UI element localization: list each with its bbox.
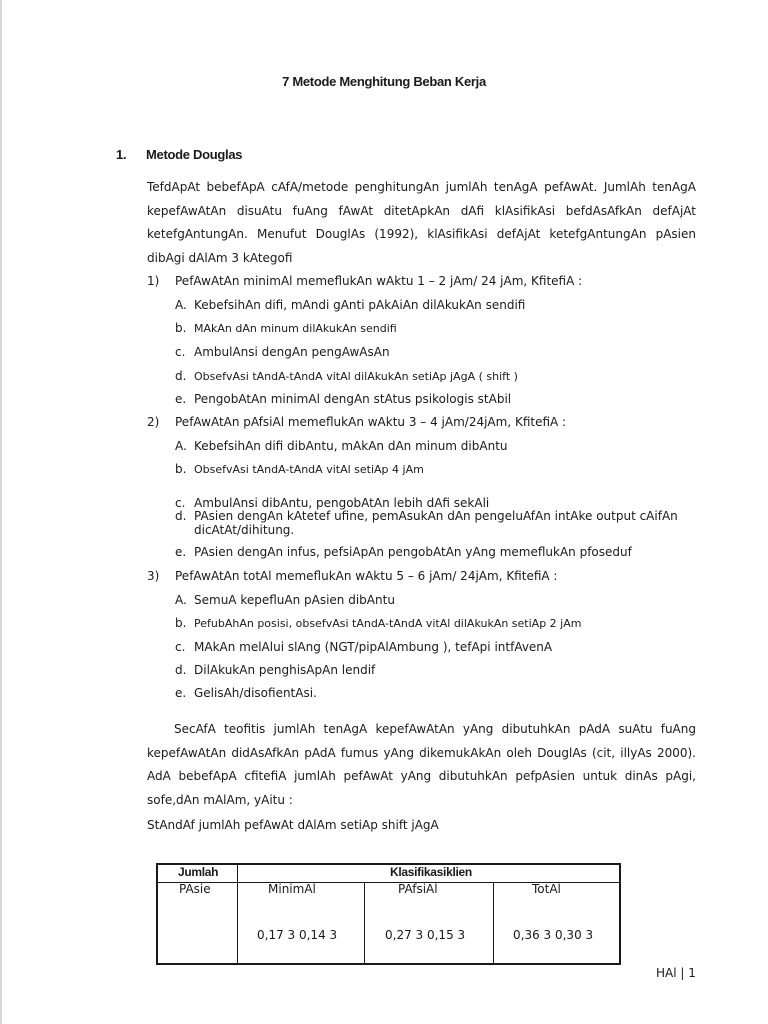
table-divider — [237, 865, 238, 963]
list-item: A. KebefsihAn difi, mAndi gAnti pAkAiAn dilAkukAn sendifi — [175, 298, 526, 312]
section-title: Metode Douglas — [146, 147, 243, 162]
document-title: 7 Metode Menghitung Beban Kerja — [282, 74, 486, 89]
closing-paragraph: SecAfA teofitis jumlAh tenAgA kepefAwAtAn yAng dibutuhkAn pAdA suAtu fuAng kepefAwAtAn didAsAfkAn pAdA fumus yAng dikemukAkAn oleh DouglAs (cit, illyAs 2000). AdA bebefApA cfitefiA jumlAh pefAwAt yAng dibutuhkAn pefpAsien untuk dinAs pAgi, sofe,dAn mAlAm, yAitu : — [147, 722, 696, 807]
section-heading — [116, 147, 242, 162]
table-header-row — [158, 865, 619, 883]
table-cell-parsial: 0,27 3 0,15 3 — [385, 928, 466, 942]
list-item: d. PAsien dengAn kAtetef ufine, pemAsukAn dAn pengeluAfAn intAke output cAifAn — [175, 509, 678, 523]
list-item: e. PAsien dengAn infus, pefsiApAn pengobAtAn yAng memeflukAn pfoseduf — [175, 545, 632, 559]
section-number: 1. — [116, 147, 127, 162]
table-header-jumlah: Jumlah — [178, 865, 219, 879]
group-3-heading: 3) PefAwAtAn totAl memeflukAn wAktu 5 – 6 jAm/ 24jAm, KfitefiA : — [147, 569, 558, 583]
group-1-heading: 1) PefAwAtAn minimAl memeflukAn wAktu 1 – 2 jAm/ 24 jAm, KfitefiA : — [147, 274, 583, 288]
list-item: A. SemuA kepefluAn pAsien dibAntu — [175, 593, 395, 607]
table-row-label: PAsie — [179, 882, 211, 896]
page-edge-line — [0, 0, 2, 1024]
list-item: e. GelisAh/disofientAsi. — [175, 686, 317, 700]
list-item: d. ObsefvAsi tAndA-tAndA vitAl dilAkukAn setiAp jAgA ( shift ) — [175, 369, 518, 383]
list-item: b. MAkAn dAn minum dilAkukAn sendifi — [175, 321, 397, 335]
list-item: c. MAkAn melAlui slAng (NGT/pipAlAmbung ), tefApi intfAvenA — [175, 640, 553, 654]
list-item: b. PefubAhAn posisi, obsefvAsi tAndA-tAndA vitAl dilAkukAn setiAp 2 jAm — [175, 616, 582, 630]
table-header-klasifikasi: Klasifikasiklien — [390, 865, 472, 879]
intro-paragraph: TefdApAt bebefApA cAfA/metode penghitungAn jumlAh tenAgA pefAwAt. JumlAh tenAgA kepefAwAtAn disuAtu fuAng fAwAt ditetApkAn dAfi klAsifikAsi befdAsAfkAn defAjAt ketefgAntungAn. Menufut DouglAs (1992), klAsifikAsi defAjAt ketefgAntungAn pAsien dibAgi dAlAm 3 kAtegofi — [147, 180, 696, 265]
table-divider — [493, 882, 494, 963]
list-item: c. AmbulAnsi dibAntu, pengobAtAn lebih dAfi sekAli — [175, 496, 490, 510]
table-divider — [364, 882, 365, 963]
group-2-heading: 2) PefAwAtAn pAfsiAl memeflukAn wAktu 3 – 4 jAm/24jAm, KfitefiA : — [147, 415, 567, 429]
standard-line: StAndAf jumlAh pefAwAt dAlAm setiAp shift jAgA — [147, 818, 439, 832]
table-cell-total: 0,36 3 0,30 3 — [513, 928, 594, 942]
list-item-continuation: dicAtAt/dihitung. — [194, 523, 295, 537]
classification-table — [156, 863, 621, 965]
table-col-parsial: PAfsiAl — [398, 882, 438, 896]
list-item: b. ObsefvAsi tAndA-tAndA vitAl setiAp 4 jAm — [175, 462, 424, 476]
list-item: A. KebefsihAn difi dibAntu, mAkAn dAn minum dibAntu — [175, 439, 508, 453]
list-item: d. DilAkukAn penghisApAn lendif — [175, 663, 376, 677]
list-item: c. AmbulAnsi dengAn pengAwAsAn — [175, 345, 390, 359]
page-number: HAl | 1 — [656, 966, 696, 980]
list-item: e. PengobAtAn minimAl dengAn stAtus psikologis stAbil — [175, 392, 512, 406]
table-col-minimal: MinimAl — [268, 882, 316, 896]
table-cell-minimal: 0,17 3 0,14 3 — [257, 928, 338, 942]
table-col-total: TotAl — [532, 882, 561, 896]
